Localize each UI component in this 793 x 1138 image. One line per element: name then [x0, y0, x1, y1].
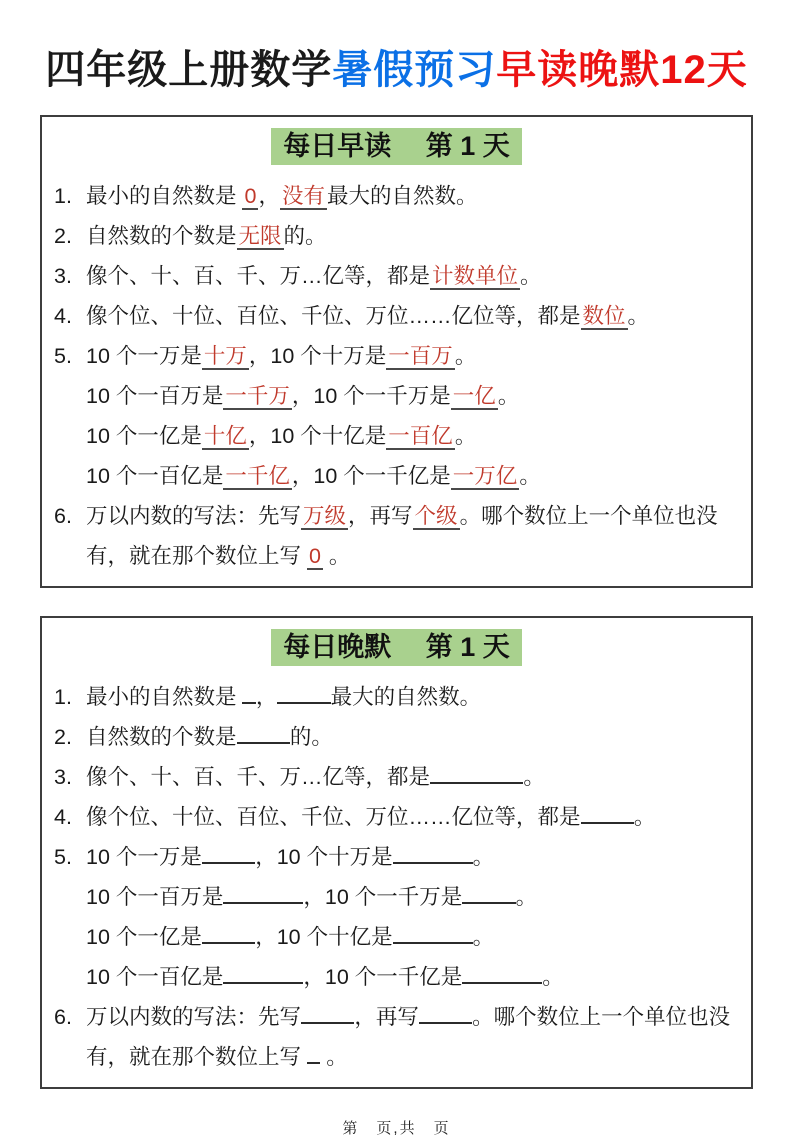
item-text [86, 456, 739, 496]
text-run: ，10 个一千万是 [291, 384, 451, 408]
answer-text: 十万 [203, 344, 247, 368]
text-run: 像个、十、百、千、万…亿等，都是 [86, 264, 431, 288]
item-text [86, 877, 739, 917]
list-item [54, 176, 739, 216]
text-run: 自然数的个数是 [86, 725, 237, 749]
answer-blank [242, 680, 255, 704]
answer-text: 一亿 [452, 384, 496, 408]
text-run: 。 [497, 384, 520, 408]
section-header-label: 每日早读 第 1 天 [271, 128, 522, 165]
text-run: 最大的自然数。 [326, 184, 478, 208]
text-run: 。哪个数位上一个单位也没有，就在那个数位上写 [86, 504, 718, 568]
answer-text: 一百亿 [388, 424, 453, 448]
item-number: 1. [54, 685, 72, 709]
text-run: ，再写 [354, 1005, 419, 1029]
answer-text: 万级 [303, 504, 347, 528]
list-item [54, 757, 739, 797]
text-run: 10 个一万是 [86, 344, 202, 368]
text-run: 的。 [289, 725, 333, 749]
text-run: 。 [520, 264, 542, 288]
item-text [86, 797, 739, 837]
answer-blank [462, 880, 515, 904]
section-items [54, 677, 739, 1077]
section-morning-reading [40, 115, 753, 588]
text-run: ，10 个一千亿是 [291, 464, 451, 488]
answer-blank [393, 920, 473, 944]
text-run: 。 [627, 304, 650, 328]
item-number: 2. [54, 224, 72, 248]
list-item [54, 957, 739, 997]
text-run: 像个位、十位、百位、千位、万位……亿位等，都是 [86, 304, 581, 328]
answer-blank [430, 760, 523, 784]
answer-blank [581, 800, 634, 824]
sections-container [40, 115, 753, 1089]
section-items [54, 176, 739, 576]
list-item [54, 376, 739, 416]
item-number: 4. [54, 805, 72, 829]
answer-text: 数位 [582, 304, 626, 328]
section-header [54, 127, 739, 170]
item-text [86, 256, 739, 296]
item-text [86, 757, 739, 797]
item-number: 5. [54, 344, 72, 368]
list-item [54, 216, 739, 256]
list-item [54, 416, 739, 456]
answer-blank [237, 720, 290, 744]
text-run: 最小的自然数是 [86, 685, 243, 709]
list-item [54, 296, 739, 336]
item-number [54, 376, 86, 416]
item-number: 3. [54, 765, 72, 789]
text-run: 10 个一百亿是 [86, 965, 224, 989]
item-text [86, 997, 739, 1077]
text-run: 。 [320, 1045, 348, 1069]
text-run: 。 [523, 765, 545, 789]
text-run: 10 个一百万是 [86, 885, 224, 909]
text-run: 最大的自然数。 [330, 685, 482, 709]
answer-blank [202, 840, 255, 864]
text-run: 。哪个数位上一个单位也没有，就在那个数位上写 [86, 1005, 731, 1069]
text-run: 10 个一百万是 [86, 384, 224, 408]
title-part-blue: 暑假预习 [332, 48, 497, 92]
item-text [86, 957, 739, 997]
answer-text: 0 [244, 184, 257, 208]
text-run: 自然数的个数是 [86, 224, 237, 248]
item-number: 6. [54, 1005, 72, 1029]
list-item [54, 256, 739, 296]
text-run: 像个位、十位、百位、千位、万位……亿位等，都是 [86, 805, 581, 829]
list-item [54, 877, 739, 917]
text-run: 10 个一亿是 [86, 925, 202, 949]
answer-blank [393, 840, 473, 864]
item-text [86, 176, 739, 216]
text-run: 的。 [283, 224, 327, 248]
list-item [54, 797, 739, 837]
item-text [86, 677, 739, 717]
item-number: 4. [54, 304, 72, 328]
list-item [54, 336, 739, 376]
answer-text: 0 [308, 544, 321, 568]
text-run: 。 [519, 464, 541, 488]
item-number: 1. [54, 184, 72, 208]
item-number [54, 877, 86, 917]
item-number [54, 917, 86, 957]
answer-text: 计数单位 [432, 264, 519, 288]
text-run: ，10 个一千亿是 [303, 965, 463, 989]
page-title [40, 38, 753, 95]
text-run: 最小的自然数是 [86, 184, 243, 208]
text-run: 。 [472, 925, 495, 949]
answer-blank [301, 1000, 354, 1024]
answer-blank [462, 960, 542, 984]
text-run: ，10 个十亿是 [255, 925, 393, 949]
list-item [54, 677, 739, 717]
item-text [86, 496, 739, 576]
answer-blank [419, 1000, 472, 1024]
item-number [54, 416, 86, 456]
list-item [54, 456, 739, 496]
answer-text: 个级 [414, 504, 458, 528]
text-run: 。 [322, 544, 351, 568]
answer-text: 一万亿 [452, 464, 518, 488]
item-text [86, 416, 739, 456]
list-item [54, 496, 739, 576]
text-run: 10 个一亿是 [86, 424, 202, 448]
item-text [86, 717, 739, 757]
text-run: ， [255, 685, 278, 709]
text-run: 万以内数的写法：先写 [86, 504, 302, 528]
answer-text: 十亿 [203, 424, 247, 448]
text-run: ，10 个十亿是 [248, 424, 387, 448]
title-part-black: 四年级上册数学 [45, 48, 333, 92]
answer-blank [223, 960, 303, 984]
text-run: 万以内数的写法：先写 [86, 1005, 302, 1029]
text-run: 。 [472, 845, 495, 869]
item-number [54, 456, 86, 496]
item-text [86, 376, 739, 416]
answer-text: 没有 [281, 184, 325, 208]
section-header-label: 每日晚默 第 1 天 [271, 629, 522, 666]
list-item [54, 837, 739, 877]
item-text [86, 296, 739, 336]
answer-text: 一千亿 [225, 464, 290, 488]
answer-text: 无限 [238, 224, 282, 248]
text-run: ， [258, 184, 280, 208]
page-footer: 第 页,共 页 [342, 1120, 451, 1137]
text-run: 。 [542, 965, 564, 989]
item-number: 2. [54, 725, 72, 749]
answer-blank [307, 1040, 320, 1064]
item-number: 6. [54, 504, 72, 528]
text-run: 10 个一百亿是 [86, 464, 224, 488]
list-item [54, 717, 739, 757]
text-run: ，10 个一千万是 [303, 885, 463, 909]
item-text [86, 837, 739, 877]
item-number [54, 957, 86, 997]
answer-text: 一千万 [225, 384, 290, 408]
text-run: 。 [454, 424, 477, 448]
answer-blank [277, 680, 330, 704]
item-number: 5. [54, 845, 72, 869]
list-item [54, 917, 739, 957]
answer-blank [202, 920, 255, 944]
section-header [54, 628, 739, 671]
text-run: 10 个一万是 [86, 845, 202, 869]
text-run: 。 [633, 805, 656, 829]
item-text [86, 336, 739, 376]
text-run: ，10 个十万是 [255, 845, 393, 869]
item-number: 3. [54, 264, 72, 288]
section-evening-dictation [40, 616, 753, 1089]
text-run: 。 [515, 885, 538, 909]
answer-text: 一百万 [388, 344, 453, 368]
text-run: ，10 个十万是 [248, 344, 387, 368]
item-text [86, 216, 739, 256]
title-part-red: 早读晚默12天 [496, 48, 748, 92]
text-run: 像个、十、百、千、万…亿等，都是 [86, 765, 431, 789]
text-run: ，再写 [348, 504, 413, 528]
answer-blank [223, 880, 303, 904]
item-text [86, 917, 739, 957]
list-item [54, 997, 739, 1077]
text-run: 。 [454, 344, 477, 368]
